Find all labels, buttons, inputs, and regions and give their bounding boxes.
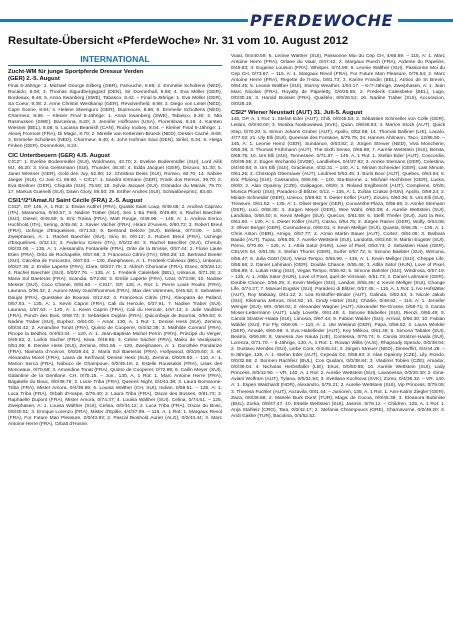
header-rule-right [398,19,453,22]
event-heading: CIC Untertbeuern (GER) 4./5. August [8,152,110,159]
event-heading: CSI1*/2*/Amat./U Saint Cécile (FRA) 2.-5. August [8,197,143,204]
section-heading-international: INTERNATIONAL [80,54,150,64]
left-column [8,54,222,638]
event-results: CIC2*: 1. Eveline Bodenmüller (SUI), Woldmann, 43.70; 2. Eveline Bodenmüller (SUI), Lord Ailik MJ, 46.20; 3. Irina Geissmann (SUI), Thunder, 48.30; 4. Edda Jacquet (GER), Dezuxo, 51.30; 5. Janet Wiesner (GER), Gold den Joy, 52.80; 12. Christina Deiss (SUI), Romeo, 60.70; 14. Sabine Jaeger (SUI), Ci Joni Ci, 69.60. – CIC1*: 1. Sandra Ertmann (GER), Frank dos Remos, 39.70; 2. Eva Breitner (GER), Chiquita (SUI), 75.50; 16. Sylvia Jacquet (SUI), Granador du Marais, 79.70; 17. Markus Guenelli (SUI), Dawn Glory, 86.50; 29. Esther Andres (SUI), Schwalbenprinz, 83.60. [8,159,222,195]
page-title: Resultate-Übersicht «PferdeWoche» Nr. 31 vom 10. August 2012 [8,35,349,47]
event-subheading: (GER) 2.-5. August [8,76,60,82]
section-divider [8,65,222,66]
pferdewoche-logo [250,11,396,31]
header-rule-left [0,19,248,22]
event-heading: CSI2* Wiener Neustadt (AUT) 31. Juli-5. August [231,110,363,117]
right-column [231,54,445,638]
event-results: CSI2*, GP, 145, A, 1 Rot: 1. Erwan Autfret (FRA), Quasik Saint Loup, 0/49.66; 2. Andrea Capraro (ITA), Maranoma, 0/40.57; 3. Nadine Traber (SUI), Sex 1 Bu Petit, 0/49.80; 4. Rachel Baechler (SUI), Diesel, 0/45.59; 5. Eric Traina (FRA), Matt Rouge, 0/46.96. – 145, A: 1. Andrea Enrico Hochhold (ITA), Sering, 0/49.46; 2. Xavier Vacher (FRA), Hiram d'Auvers, 0/60.72; 3. Robert Breul (FRA), Uchinge d'Esquelines, 0/71.53; 9. Bertrand Deleze (SUI), Bellesa, 0/73.09. – 140, Zweiphasen, A: 1. Rachel Baechler (SUI), Sirio III, 0/0.12; 2. Robert Breul (FRA), Uchinge d'Esquelines, 0/32.13; 3. Federico Cirieni (ITA), 0/0/32.40. 3. Rachel Baechler (SUI), Cherub, 0/0/33.06. – 135, A: 1. Alessandra Fontanelle (FRA), Orite de la Brosse, 0/57.44; 2. Florie Laute Etien (FRA), Orito de Rochapelle, 0/57.68; 3. Francesco Citrini (ITA), 0/60.28; 10. Bertrand Deeler (SUI), Carolina de Foricostro, 0/67.93. – 130, Zweiphasen, A: 1. Frederik Calvieux (BEL), Unkarus, 0/0/27.36; 2. Emilie Laperte (FRA), Clara, 0/0/27.79; 3. Aldrich Chomaine (FRA), Etxeo, 0/0/28.12; 4. Rachel Baechler (SUI), 0/0/27.76. – 135, A: 1. Frederik Caleisbek (BEL), Unkarus, 0/71.28; 2. Maria Sol Baeteras (FRA), Scandia, 0/72.08; 3. Emilie Laperte (FRA), Uzar, 0/73.08; 10. Nadine Messer (SUI), Coco Chanel, 0/91.60. – CSI1*, GP, 125, A, Rot: 1. Pierre Louis Rouko (FRA), Laurana, 0/36.32; 2. Aurore Masy Guichthommus (FRA), Max des Varennes, 0/45.52; 3. Sebastien Daujat (FRA), Questake de Bourani, 0/12.62; 4. Francesca Citrini (ITA), Kleopatra de Pallard, 0/57.93. – 125, A: 1. Kevin Caprin (FRA), Cali du Hercule, 0/37.91. 7. Nadine Traber (SUI), Laurana, 1/57.53. – 120, A: 1. Kevin Caprin (FRA), Cali du Hercule, 1/57.13; 2. Julie Vaultlind (FRA), Punch des Bois, 0/58.73; 3. Sebastien Duplan (FRA), Quiconbuja de Bournai, 0/59.83; 9. Nadine Traber (SUI), Euphez, 0/64.00. – Amat. 130, A, 1 Rot: 1. Denise Hess (SUI), Zemina, 0/0/34.42; 2. Amandine Tonat (FRA), Quinto de Cooperer, 0/4/42.39; 3. Mathilde Conrard (FRA), Pinope la Bedhot, 0/4/53.34. – 120, A: 1. Jean-Baptiste Michel Perrin (FRA), Principé du Verger, 0/49.82; 2. Lorkin Sacher (FRA), Kiwa, 0/49.85; 3. Celine Sacher (FRA), Maiko de Varalpaure, 0/51.05; 8. Denise Hess (SUI), Zemina, 0/51.56. – 120, Zweiphasen, A: 1. Dorothée Pandarize (FRA), Niamara d'Aceron, 0/0/29.44; 2. Maria Sol Baeteras (FRA), Hollywood, 0/0/29.60; 3. et. Alexandra Morel (FRA), Laura de Kerfraval; Denise Hess (SUI), Zemina, 0/0/29.92. – 110, A: 1. Marion Serca (FRA), Nabuco de Champoue, 0/0/49.19; 2. Estelle Roussakis (FRA), Lisas des Monceaux, 0/70.68; 3. Amandine Tonat (FRA), Quinto de Cooperer, 0/72.89; 6. Cailin Meyer (SUI), Galantine de la Gentlane, CH, 0/75.15. – Jun., 130, A, 1 Rot: 1. Marc Antoine Herre (FRA), Bagatelle du Bouc, 0/0/38.79; 2. Lucie Triba (FRA), Queens Night, 0/4/41.38; 3. Laura Bomarone-Triba (FRA), Mister Amora, 0/4/39.69; 6. Louisa Walther (CH, SUI), Indian, 0/59.51. – 125, A: 1. Luca Triba (FRA), Orbalt d'Hospe, 0/76.40; 2. Laura Triba (FRA), Oscar des Bosses, 0/81.73; 3. Raphaelle Dupont (FRA), Mister Amora, 0/74.37; 4. Louisa Walther (SUI), Celina, 0/74.61. – 125, Zweiphasen, A: 1. Louisa Walther (SUI), Celina, 0/0/34.12; 2. Luca Triba (FRA), Oscar du Bosc, 0/0/40.51; 3. Enrique Lorenzo (FRA), Mister d'Epille, 4/4/37.99. – 115, A, 1 Rot: 1. Margaux Revol (FRA), For Future Man Pleasure, 0/0/43.93; 2. Pascal Bioshold Aurier (ALG), 0/0/43.44; 3. Marc Antoine Herre (FRA), Orbalt d'Hosne. [8,204,222,428]
event-results: Viaar, 0/4/40.59; 6. Leonie Walther (SUI), Passionne Moi du Cep CH, 4/66.69. – 115, A: 1. Marc Antoine Herre (FRA), Orlane du Viaar, 0/47.42; 2. Margaux Puech (FRA), Ardente du Papelins, 0/49.83; 3. Eugenie Louison (FRA), Whisper, 4/74.99; 9. Leonie Walther (SUI), Passionne Moi du Cep CH, 0/73.67. – 115, A: 1. Margaux Revol (FRA), For Future Man Pleasure, 0/76.54; 2. Marc Antoine Herre (FRA), Regette de l'Hotu, 0/81.73; 3. Karine Frandin (BEL), Antioo de St Brevin, 0/84.45; 5. Leonie Walther (SUI), Stormy Weather, 1/93.17. – 6-/7-Jährige, Zweiphasen, A: 1. Jean Marc Nicolas (FRA), Royalty de Papeletty, 0/0/25.55; 2. Frederik Caleisbeke (BEL), Lugo, 0/0/30.15; 3. Harold Boisset (FRA), Qualitéo, 0/0/26.51; 16. Nadine Traber (SUI), Accuracion, 0/0/28.19. [231,54,445,108]
event-results: 145, GP, A, 1 Rot: 1. Stefan Eder (AUT), Chili, 0/0/45.53; 2. Sébastien Schmeller von Colle (GER), Leilani, 0/0/40.00; 3. Monika Noskowiewa (SVK), Quan, 0/8/46.63; 4. Marlon Stock (AUT), Quick Step, 0/70.20; 5. Simon Johann Gruber (AUT), Apollo, 0/52.58; 14. Thomas Balliner (LIE), Lacalo, 4/77.02; 21. Uly Elli (SUI), Queenas des Fontaine, 5/75.75; 34. Hannes Ahlmann, Taco, 12/85.50. – 145, A: 1. Leonie Heinz (GER), Sundance, 0/63.82; 2. Jürgen Streuer (NED), Viva Moncherie, 0/65.38; 3. Thomas Frühmann (AUT), The Sixth Sense, 0/65.69; 7. Aurelie Wettstein (SUI), Benita, 0/68.75; 10. Urs Elli (SUI), Tennessee, 0/71.87. – 145, A, 1 Rot: 1. Stefan Eder (AUT), Concordia, 0/0/39.55; 2. Eugen Wicharski (SVDE), Landliebes, 0/4/37.82; 3. Annke Stemann (GER), Celestina, 0/4/40.64; 9. Urs Elli (SUI), Gracieuse, 4/32.31. – 140, A: 1. Miriam Schneider (GER), Last Minute, 0/61.26; 2. Christoph Obernauer (AUT), Lindmes 0/63.45; 3. Boris Boor (AUT), Quebec, 0/63.94; 6. Eric Pfulong (SUI), Cassandra, 0/65.05. – 140, Sta-Barone: 1. Michael Hochbiner (GER), Lucka, 0/0/0; 2. Alan Opainny (CZE), Galipagon, 0/0/0; 3. Roland Englbrecht (AUT), Compliens, 0/0/5; Monica Ploetz (SUI), Paradero di Blitzer, 0/12. – 135, A: 1. Zoltan Czakar (HUN), Apollo, 0/59.24; 2. Miriam Schneider (GER), Unieco, 0/59.92; 3. Dieter Köfler (AUT), Zizuno, 0/60.36; 5. Urs Elli (SUI), Treasure, 0/61.52. – 135, A: 1. Oliver Berger (GER), Convanthe-Plaza, 0/56.65; 2. Annke Stemann (GER), Luci, 0/58.30; 3. Jürgen Meyer (GER), Wee Wahl, 0/60.08; 4. Aurelie Wettstein (SUI), Landioba, 0/60.40; 5. Kevin Mellger (SUI), Quecon, 0/61.59; 6. Steffi Theiler (SUI), Just la Rex, 0/61.60. – 130, A: 1. Dieter Köfler (AUT), Casso, 0/54.75; 2. Jürgen Rainer (GER), Wolfy, 0/64.08; 3. Oliver Berger (GER), Cosmodemo, 0/60.01; 4. Kevin Mellger (SUI), Quanta, 0/66.35. – 135, A: 1. Chris Aston (GBR), Amigo, 0/57.77; 2. Armin Martin Bauer (AUT), Cortez, 0/64.08; 3. Barbara Baade (AUT), Tupac, 0/66.05; 7. Aurelie Wettstein (SUI), Landotta, 0/63.60; 9. Martin Eugster (SUI), Pemo, 0/70.00. – 125, A: 1. Attila Sator (HUN), Love of Pixel, 0/53.74; 2. Sebastien Haas (GER), CELVIS 54, 0/61.05; 3. Stefan Thoms (GER), Surfer 0/57.72; 5. Simone Baebler (SUI), Wimona, 0/55.47; 6. Julia Götzl (SUI), Vieux Tempo, 0/55.96. – 135, A: 1. Kevin Mellger (SUI), Cheppe Life, 0/55.66; 2. Daniel Lahmann (GER), Double Chance, 0/55.46; 3. Attila Sator (HUN), Love of Pixel, 0/56.89; 4. Lukas Häng (SUI), Vegas Tempo, 0/56.92; 5. Simone Bahnler (SUI), Windrosa, 0/57.19. – 125, A: 1. Attila Sator (HUN), Love of Pixel, quel de Viminaie, 0/51.73; 2. Daniel Lahmann (GER), Double Chance, 0/55.25; 3. Kevin Mellger (SUI), Landos, 0/55.48; 4. Kevin Mellger (SUI), Change Life, 0/74.27; 7. Manuel Eugster (SUI), Paradero di Blitzer, 0/57.45. – 115, A, 1 Rot: 1. Ivo Hofstätter (AUT), Roy Makaay, 0/41.12; 2. Lea Kristoffer-Binder (AUT), Calinda, 0/52.53; 3. Nicole Jakob (SUI), Kikimaria Jethros, 0/44.82; 10. Cindy Hürter (SUI), Charlie, 0/48.62. – 115, A: 1. Jennifer Wenger (SUI), WS, 0/58.02; 2. Alexander Wagner (AUT), Alexander Re-Grosse, 0/59.71; 3. Carola Moser-Lettermann (AUT), Lady Lovette, 0/61.49; 4. Simone Blubeller (SUI), Rienzi, 0/65.49; 5. Carola Stratzer-Haala (SUI), Limonia, 0/67.44; 9. Fabian Walder (SUI), Arrival, 0/66.30; 10. Fabian Walder (SUI), For Fly, 0/69.05. – 110, A: 1. Ute Wieland (GER), Papa, 0/58.52; 2. Laura Winkler (GER), Amadé, 0/60.98; 3. Eva Habelleder (AUT), Key Mikkoo, 0/61.48; 6. Simona Tabaler (SUI), Beatrix, 0/66.89; 8. Vanessa Joe Nauta (LIE), Contessa, 0/76.74; 9. Carola Stratzer-Haala (SUI), Lorenza, 0/71.70. – 6-Jährige, 130, A, 1 Rot: 1. Rowan Willis (AUS), Rhapsody Spendo, 0/0/38.04; 2. Gustavo Mendes (SUI), Liebe Cora, 0/4/45.41; 3. Jürgen Streuer (NED), Dinnerflirt, 0/4/44.28. – 5-Jährige, 125, A: 1. Stefan Eder (AUT), Cepeda Oz, 0/58.93; 2. Alan Opainny (CZE), Lily, Rondo, 0/0/32.68; 2. Bonnen Rachfeiz (BUL), Con Quidam, 0/0/38.84; 3. Vladimir Tobien (CZE), Amador, 0/0/39.04. 4. Nicholas Herbstfaller (LIE), Erius, 0/0/50.85; 10. Aurelie Wettstein (SUI), Lady Princess, 0/0/42.90. – VR, 140, A, 1 Rot: 2. Aurelie Wettstein (SUI), Lavanessa, 0/0/20.30; 2. Gina-Aviani Wolfram (AUT), Tylana, 0/0/31.94; 3. Svetlana Kochtova (SVK), Zomo, 0/4/36.32. – VR, 140, A: 1. Espen Walchardt (NOR), Alexandro, 0/75.21; 2. Aurelie Wettstein (SUI), Vip Princess, 0/79.05; 3. Theresa Fuchler (AUT), Anzavila, 0/81.44. – Junioren, 135, A, 1 Rot: 1. Ann-Katrin Ziegler (GER), Zaza, 0/0/38.88; 2. Mariele Burk Dorst (TUR), Magic de Cocoa, 0/0/45.38; 3. Eleanora Bobinise (BUL), Zorka, 0/0/47.47. 10. Estelle Wettstein (SUI), Jasmin, 5/78.12. – Children, 125, A, 1 Rot: 1. Anja Stahleiz (CRO), Tara, 0/0/42.17; 2. Stefania Chrampoucs (GRE), Chamavorne, 0/0/48.20; 3. Andi Gakke (TUR), Bacolina, 0/4/52.52. [231,117,445,419]
event-results: Final 6-Jährige: 1. Michael George Eilberg (GBR), Fariouche, 9.88; 2. Emmelie Scholtens (NED), Rocaido, 9.08; 3. Thomas Sigurdbergsgard (DEN), Sir Donnerhall, 8.58; 4. Eva Möller (GER), Bordeaux, 8.46; 5. Anna Swanberg (SWE), Tabasco, 8.42. – Final 5-Jährige: 1. Eva Möller (GER), Sa Coeur, 9.38; 2. Anne Christin Westkamp (GER), Revolverheld, 8.98; 3. Diego von Lintel (NED), Capri Sonne, 8.94; 4. Helene Steenguro (GER), Duxmoore, 8.86; 5. Emmelie Scholtens (NED), Charmeur, 8.66. – Kleiner Final 6-Jährige: 1. Anna Swanberg (SWE), Tabasco, 8.26; 2. Mia Rasmussen (SWE), Barcelona, 8.20; 3. Jennifer Hoffmann (USA), Florentinas, 8.16; 4. Karsten Wiesner (BEL), 8.08; 5. Luciana Beamish (CAN), Rocky Inobey, 8.04. – Kleiner Final 5-Jährige: 1. Alexej Fromont (FRA), Di Magic, 8.70; 2. Mireille van Ketterden-Brüeck (NED), Dessin Caché, 8.66; 3. Emmelie Scholtens (NED), Charmeur, 8.40; 4. John Hofman Saul (DEN), Sirikit, 8.34; 5. Helga Finken (GER), Donnerkiss, 8.24. [8,84,222,150]
brand-header [0,0,453,34]
results-columns [8,54,445,638]
logo-text: PFERDEWOCHE [250,11,393,30]
event-heading: Zucht-WM für junge Sportpferde Dressur Verden [8,69,144,75]
